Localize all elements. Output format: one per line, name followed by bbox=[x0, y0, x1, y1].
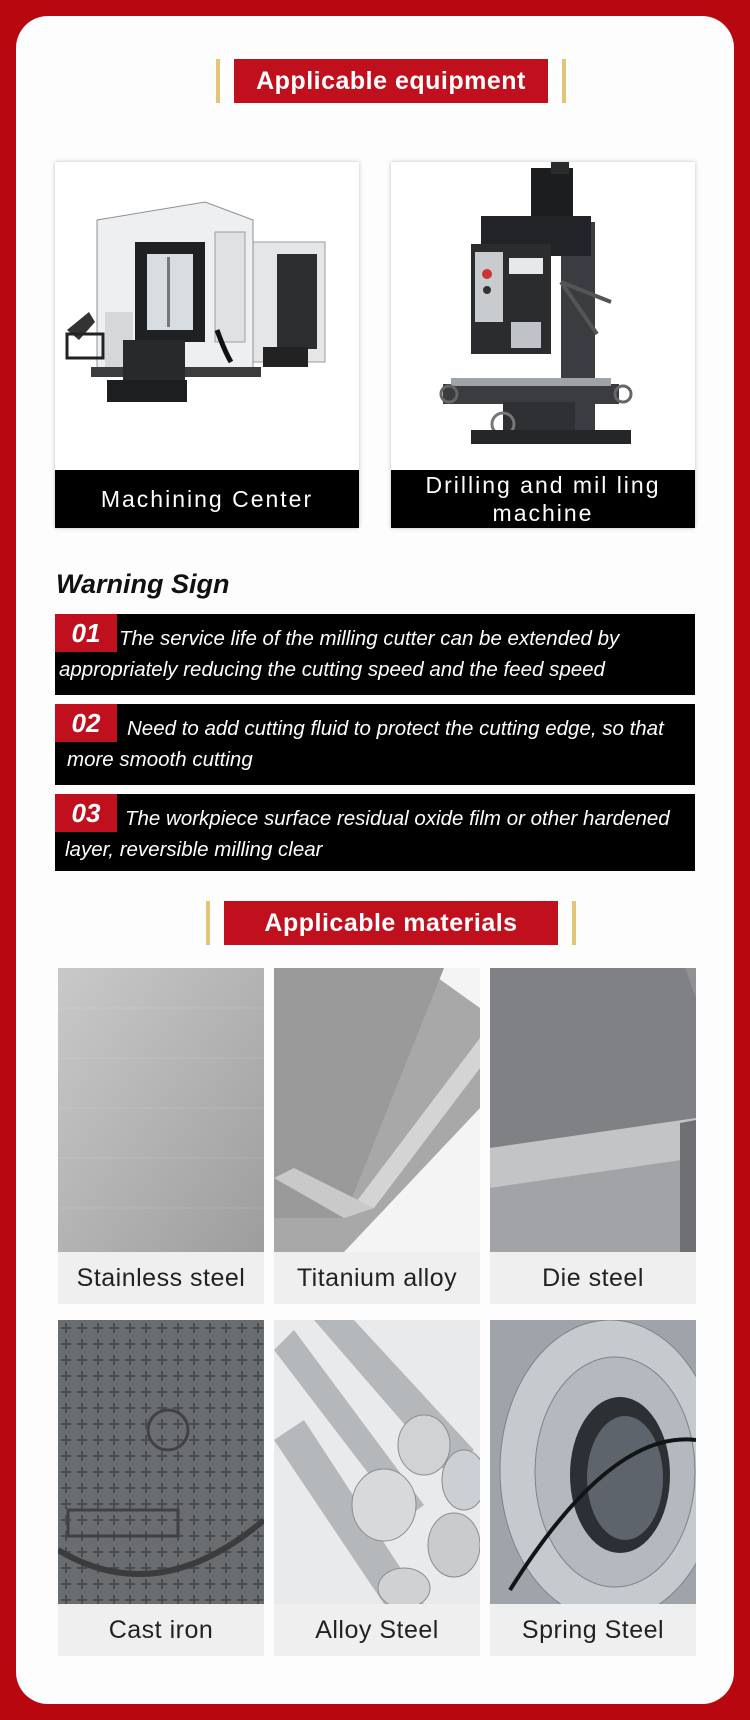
title-accent-bar-left bbox=[216, 59, 220, 103]
material-card-alloy-steel bbox=[274, 1320, 480, 1656]
spring-steel-caption: Spring Steel bbox=[521, 1615, 665, 1644]
titanium-alloy-image bbox=[274, 968, 480, 1252]
materials-section-title bbox=[206, 901, 576, 945]
stainless-steel-image bbox=[58, 968, 264, 1252]
title-accent-bar-left bbox=[206, 901, 210, 945]
material-card-spring-steel bbox=[490, 1320, 696, 1656]
warning-heading: Warning Sign bbox=[56, 569, 230, 599]
material-card-cast-iron bbox=[58, 1320, 264, 1656]
warning-number-badge: 03 bbox=[55, 794, 117, 832]
equipment-title-label: Applicable equipment bbox=[234, 59, 548, 103]
warning-number-badge: 01 bbox=[55, 614, 117, 652]
spring-steel-image bbox=[490, 1320, 696, 1604]
drilling-milling-caption: Drilling and mil ling machine bbox=[391, 470, 695, 528]
warning-text: Need to add cutting fluid to protect the cutting edge, so that more smooth cutting bbox=[67, 717, 664, 771]
warning-number-badge: 02 bbox=[55, 704, 117, 742]
warning-text: The service life of the milling cutter can be extended by appropriately reducing the cutting speed and the feed speed bbox=[59, 627, 620, 681]
warning-item-01 bbox=[55, 614, 695, 695]
drilling-milling-machine-image bbox=[391, 162, 695, 468]
machining-center-caption: Machining Center bbox=[55, 470, 359, 528]
cast-iron-image bbox=[58, 1320, 264, 1604]
title-accent-bar-right bbox=[572, 901, 576, 945]
equipment-card-machining-center bbox=[55, 162, 359, 528]
stainless-steel-caption: Stainless steel bbox=[76, 1263, 246, 1292]
warning-item-03 bbox=[55, 794, 695, 871]
alloy-steel-image bbox=[274, 1320, 480, 1604]
warning-item-02 bbox=[55, 704, 695, 785]
warning-text: The workpiece surface residual oxide film or other hardened layer, reversible milling clear bbox=[65, 807, 670, 861]
material-card-titanium-alloy bbox=[274, 968, 480, 1304]
die-steel-image bbox=[490, 968, 696, 1252]
material-card-stainless-steel bbox=[58, 968, 264, 1304]
die-steel-caption: Die steel bbox=[542, 1263, 644, 1292]
cast-iron-caption: Cast iron bbox=[108, 1615, 214, 1644]
material-card-die-steel bbox=[490, 968, 696, 1304]
machining-center-image bbox=[55, 162, 359, 468]
equipment-card-drilling-milling bbox=[391, 162, 695, 528]
alloy-steel-caption: Alloy Steel bbox=[315, 1615, 439, 1644]
page-frame bbox=[16, 16, 734, 1704]
materials-title-label: Applicable materials bbox=[224, 901, 558, 945]
titanium-alloy-caption: Titanium alloy bbox=[296, 1263, 458, 1292]
equipment-section-title bbox=[216, 59, 566, 103]
title-accent-bar-right bbox=[562, 59, 566, 103]
